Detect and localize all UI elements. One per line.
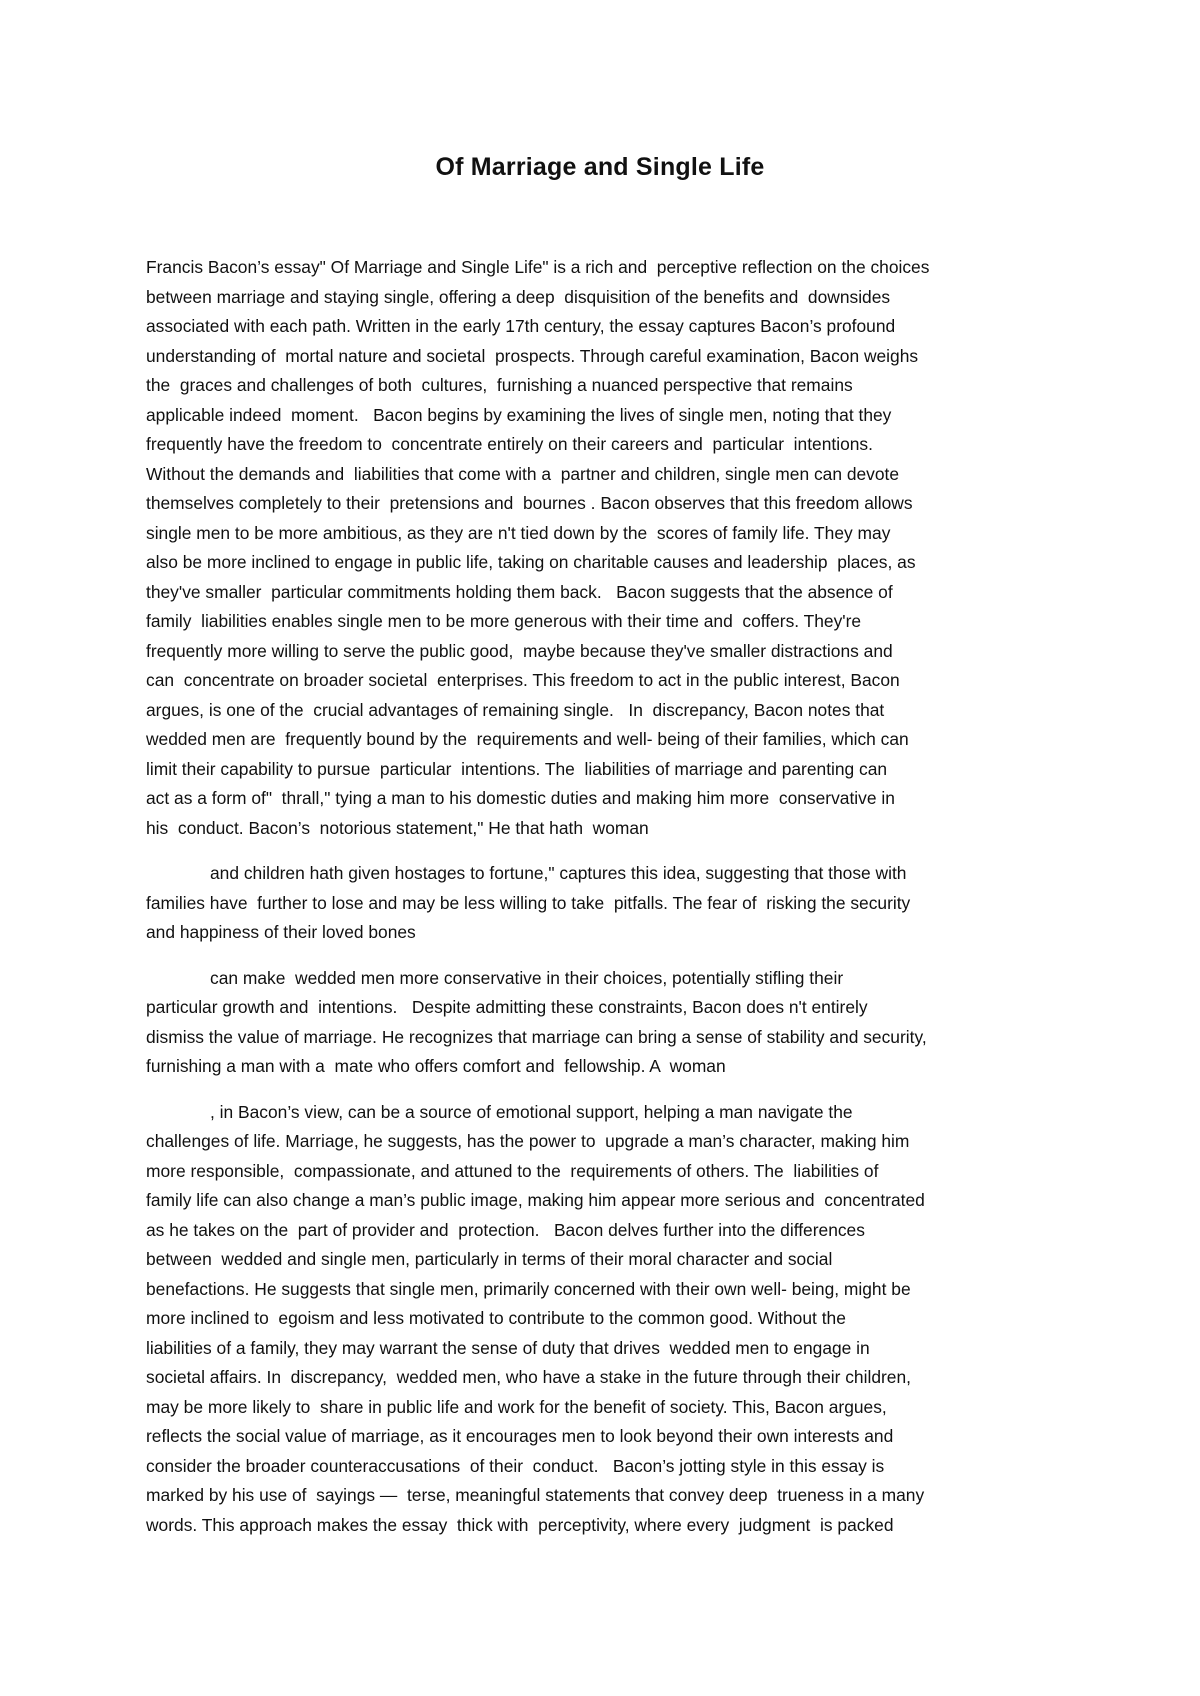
text-line: furnishing a man with a mate who offers comfort and fellowship. A woman [146, 1056, 726, 1076]
text-line: frequently have the freedom to concentrate entirely on their careers and particular intentions. [146, 434, 873, 454]
text-line: limit their capability to pursue particular intentions. The liabilities of marriage and parenting can [146, 758, 888, 779]
text-line: can make wedded men more conservative in their choices, potentially stifling their [210, 967, 844, 988]
text-line: reflects the social value of marriage, as it encourages men to look beyond their own interests and [146, 1426, 894, 1446]
text-line: dismiss the value of marriage. He recognizes that marriage can bring a sense of stability and security, [146, 1026, 927, 1047]
text-line: his conduct. Bacon’s notorious statement," He that hath woman [146, 817, 649, 838]
text-line: and children hath given hostages to fortune," captures this idea, suggesting that those with [210, 863, 907, 883]
text-line: particular growth and intentions. Despite admitting these constraints, Bacon does n't entirely [146, 997, 868, 1017]
text-line: more responsible, compassionate, and attuned to the requirements of others. The liabilities of [146, 1160, 879, 1181]
text-line: family life can also change a man’s public image, making him appear more serious and concentrated [146, 1190, 925, 1210]
paragraph-spacer [146, 1082, 1076, 1098]
paragraph [146, 253, 1076, 843]
text-line: marked by his use of sayings — terse, meaningful statements that convey deep trueness in a many [146, 1485, 925, 1505]
text-line: , in Bacon’s view, can be a source of emotional support, helping a man navigate the [210, 1101, 853, 1122]
text-line: can concentrate on broader societal enterprises. This freedom to act in the public interest, Bacon [146, 670, 900, 690]
text-line: applicable indeed moment. Bacon begins by examining the lives of single men, noting that they [146, 404, 892, 425]
document-title: Of Marriage and Single Life [435, 153, 765, 181]
text-line: challenges of life. Marriage, he suggests, has the power to upgrade a man’s character, making him [146, 1131, 910, 1151]
text-line: between marriage and staying single, offering a deep disquisition of the benefits and downsides [146, 286, 891, 307]
paragraph-spacer [146, 843, 1076, 859]
text-line: liabilities of a family, they may warrant the sense of duty that drives wedded men to engage in [146, 1337, 870, 1358]
text-line: argues, is one of the crucial advantages of remaining single. In discrepancy, Bacon notes that [146, 699, 885, 720]
text-line: societal affairs. In discrepancy, wedded men, who have a stake in the future through their children, [146, 1367, 911, 1387]
paragraph [146, 1098, 1076, 1541]
text-line: Francis Bacon’s essay" Of Marriage and Single Life" is a rich and perceptive reflection on the choices [146, 257, 930, 277]
text-line: may be more likely to share in public life and work for the benefit of society. This, Bacon argues, [146, 1396, 887, 1417]
text-line: more inclined to egoism and less motivated to contribute to the common good. Without the [146, 1308, 846, 1328]
text-line: and happiness of their loved bones [146, 922, 416, 942]
text-line: between wedded and single men, particularly in terms of their moral character and social [146, 1249, 833, 1269]
text-line: the graces and challenges of both cultures, furnishing a nuanced perspective that remains [146, 375, 853, 395]
text-line: Without the demands and liabilities that come with a partner and children, single men can devote [146, 463, 900, 484]
document-body [146, 253, 1076, 1540]
text-line: consider the broader counteraccusations of their conduct. Bacon’s jotting style in this essay is [146, 1455, 885, 1476]
text-line: they've smaller particular commitments holding them back. Bacon suggests that the absence of [146, 581, 893, 602]
text-line: as he takes on the part of provider and protection. Bacon delves further into the differences [146, 1219, 865, 1240]
text-line: family liabilities enables single men to be more generous with their time and coffers. They're [146, 611, 862, 631]
paragraph-spacer [146, 948, 1076, 964]
text-line: frequently more willing to serve the public good, maybe because they've smaller distractions and [146, 640, 893, 661]
paragraph [146, 859, 1076, 948]
text-line: themselves completely to their pretensions and bournes . Bacon observes that this freedom allows [146, 493, 913, 513]
text-line: also be more inclined to engage in public life, taking on charitable causes and leadership places, as [146, 552, 916, 572]
text-line: single men to be more ambitious, as they are n't tied down by the scores of family life. They may [146, 522, 891, 543]
text-line: act as a form of" thrall," tying a man to his domestic duties and making him more conservative in [146, 788, 895, 808]
text-line: benefactions. He suggests that single men, primarily concerned with their own well- being, might be [146, 1278, 911, 1299]
text-line: wedded men are frequently bound by the requirements and well- being of their families, which can [146, 729, 909, 749]
text-line: associated with each path. Written in the early 17th century, the essay captures Bacon’s profound [146, 316, 896, 336]
text-line: words. This approach makes the essay thick with perceptivity, where every judgment is packed [146, 1514, 894, 1535]
paragraph [146, 964, 1076, 1082]
text-line: understanding of mortal nature and societal prospects. Through careful examination, Bacon weighs [146, 345, 919, 366]
text-line: families have further to lose and may be less willing to take pitfalls. The fear of risking the security [146, 892, 911, 913]
